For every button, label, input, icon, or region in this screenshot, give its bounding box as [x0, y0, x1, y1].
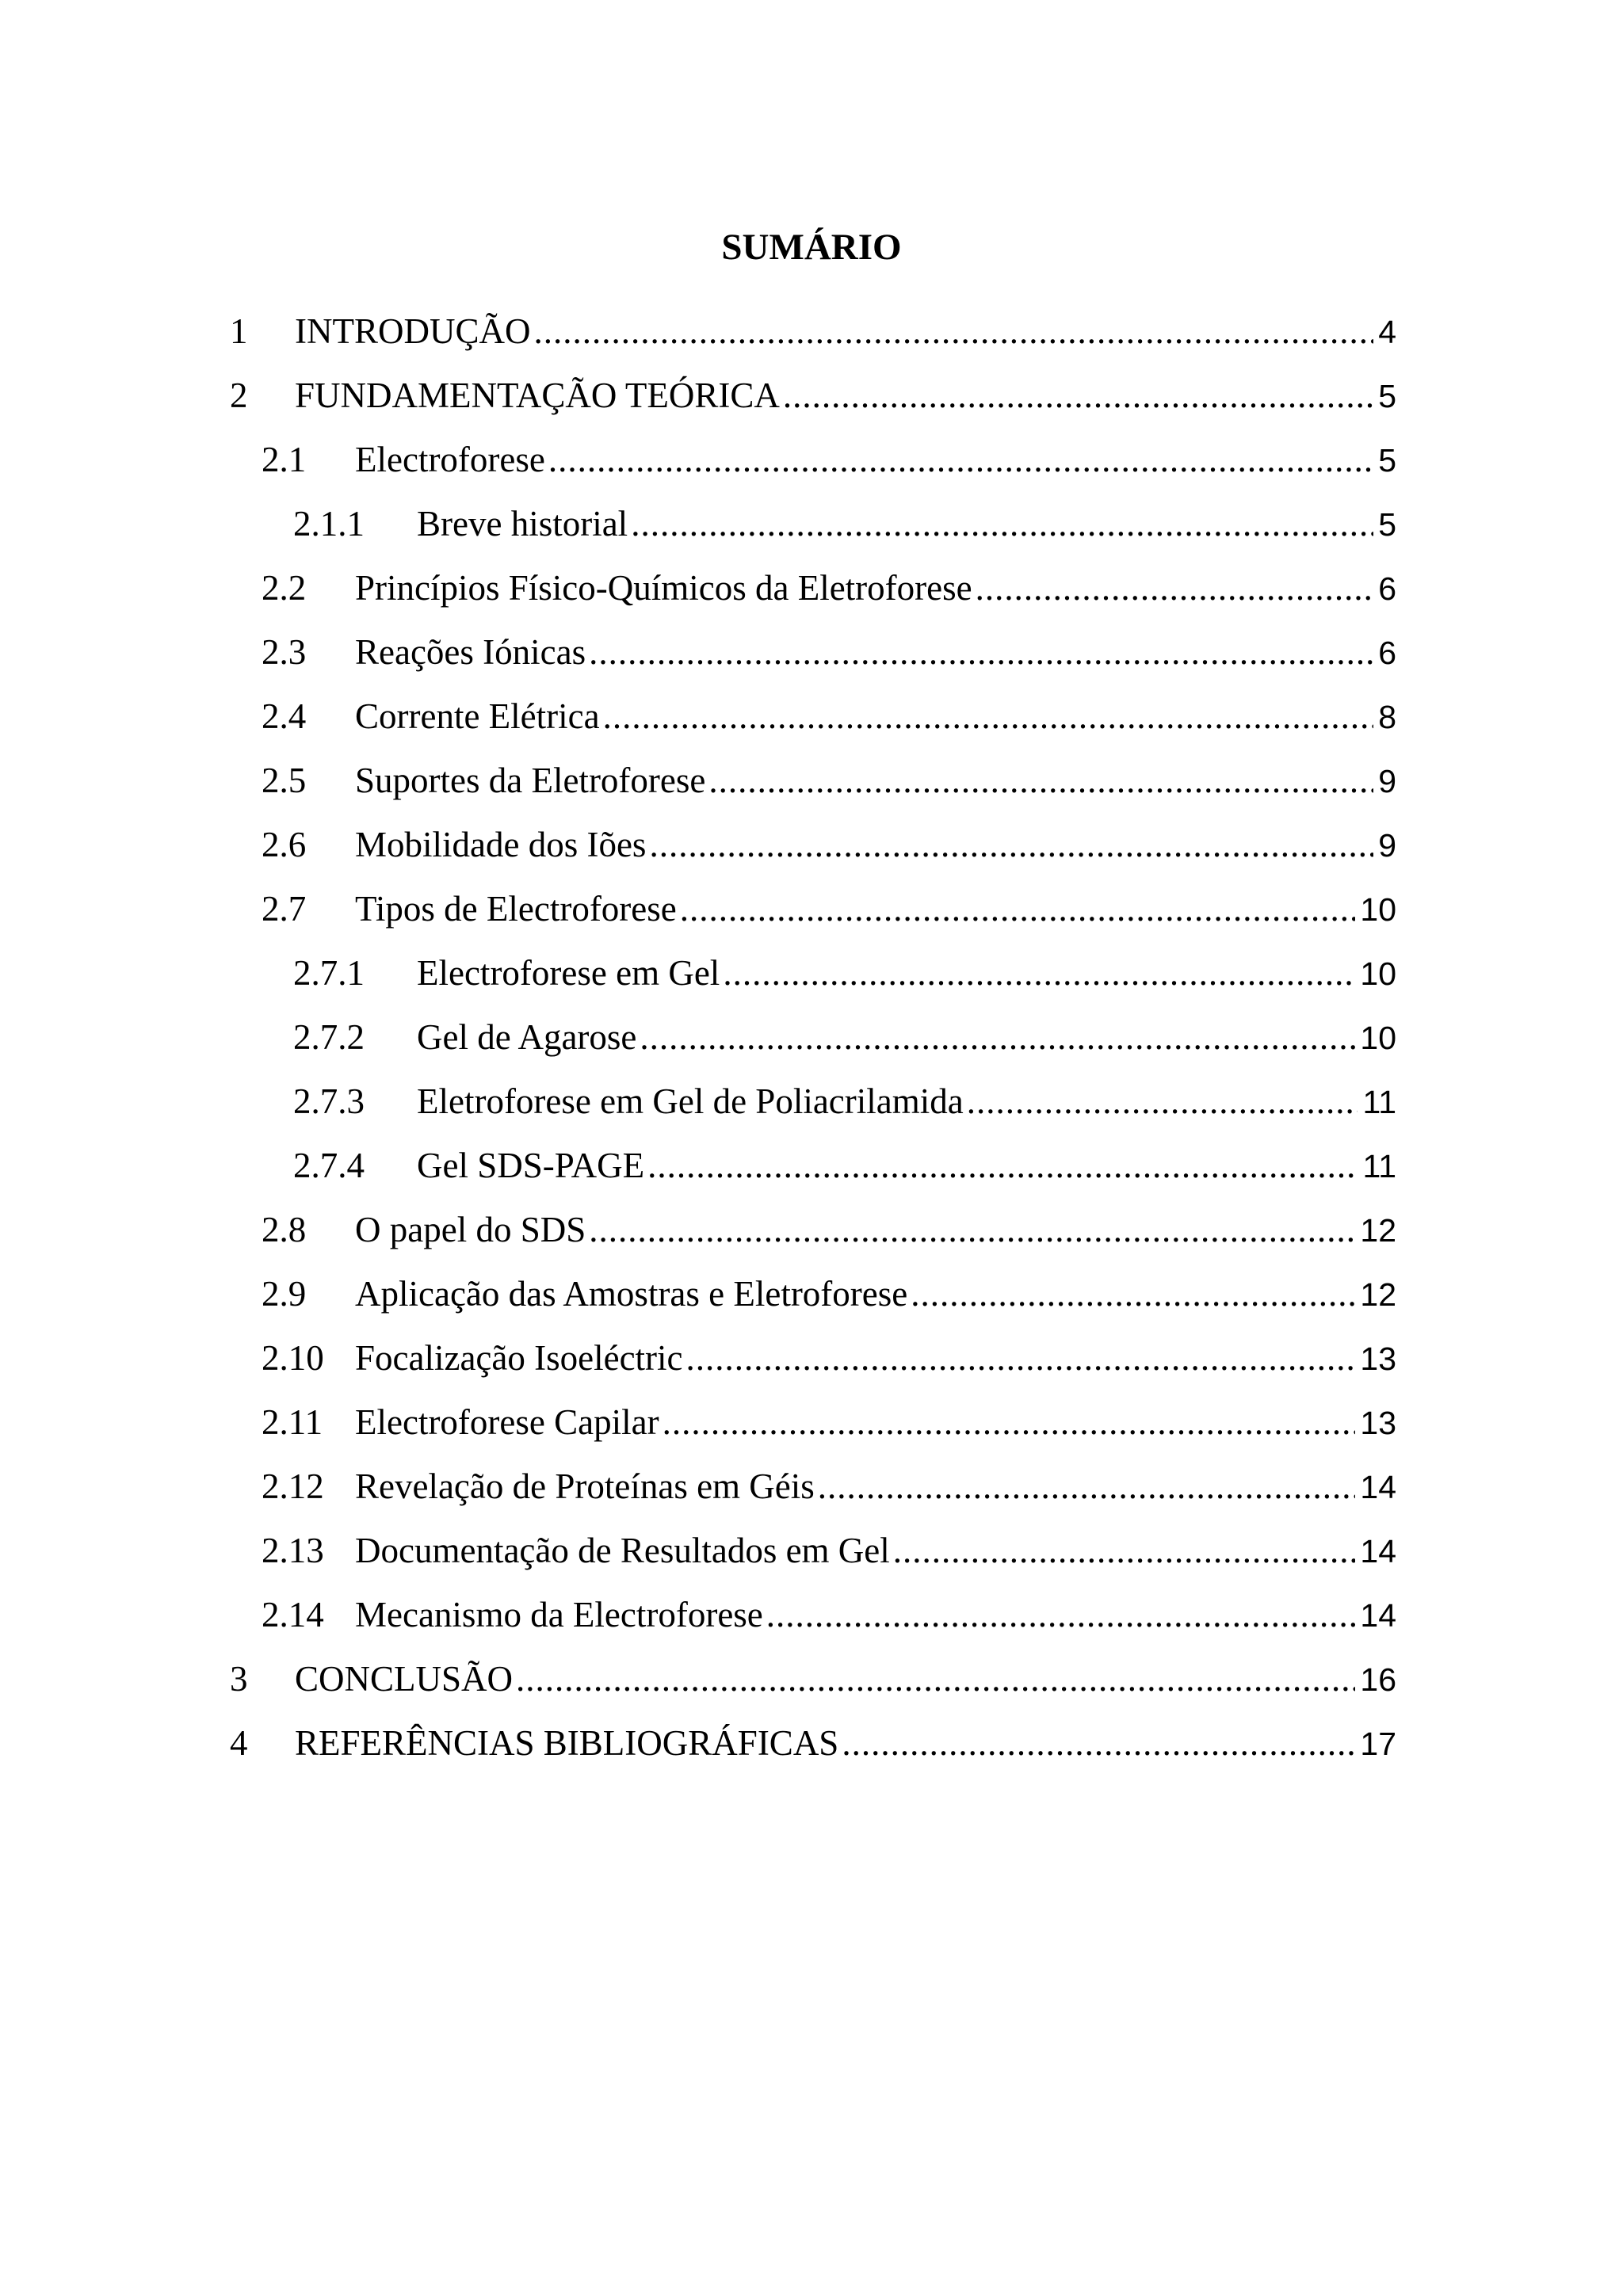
toc-entry-page-number: 16 [1360, 1661, 1396, 1698]
toc-entry-page-number: 10 [1360, 955, 1396, 992]
toc-entry-number: 2.7.4 [293, 1146, 365, 1185]
toc-entry[interactable] [262, 1206, 1396, 1253]
toc-entry-label: Mecanismo da Electroforese [355, 1595, 763, 1634]
toc-entry-page-number: 5 [1378, 378, 1396, 414]
toc-entry-page-number: 5 [1378, 506, 1396, 543]
toc-dot-leader [842, 1719, 1355, 1767]
toc-entry-label: CONCLUSÃO [295, 1659, 514, 1699]
toc-entry[interactable] [293, 1142, 1396, 1189]
toc-entry-label: Electroforese [355, 440, 545, 479]
toc-entry-label: Princípios Físico-Químicos da Eletroforese [355, 568, 972, 608]
toc-entry-number: 2 [230, 376, 248, 415]
toc-entry[interactable] [230, 1719, 1396, 1767]
toc-entry-label: INTRODUÇÃO [295, 311, 531, 351]
toc-entry-number: 2.6 [262, 825, 307, 864]
toc-dot-leader [663, 1398, 1356, 1446]
toc-entry-number: 2.9 [262, 1274, 307, 1314]
toc-dot-leader [783, 372, 1373, 419]
toc-dot-leader [589, 628, 1373, 676]
toc-entry-label: Suportes da Eletroforese [355, 761, 706, 800]
toc-entry-label: Gel SDS-PAGE [417, 1146, 645, 1185]
toc-dot-leader [589, 1206, 1355, 1253]
toc-entry-page-number: 10 [1360, 891, 1396, 928]
toc-entry-number: 2.7 [262, 889, 307, 929]
toc-entry-page-number: 13 [1360, 1341, 1396, 1377]
toc-entry[interactable] [293, 1013, 1396, 1061]
toc-entry-label: Corrente Elétrica [355, 696, 600, 736]
toc-entry[interactable] [262, 757, 1396, 804]
toc-entry[interactable] [262, 1334, 1396, 1382]
toc-entry[interactable] [293, 949, 1396, 997]
toc-entry-number: 2.11 [262, 1402, 323, 1442]
toc-entry[interactable] [262, 564, 1396, 612]
page-title: SUMÁRIO [721, 227, 902, 268]
toc-entry-label: Documentação de Resultados em Gel [355, 1531, 890, 1570]
toc-dot-leader [516, 1655, 1355, 1703]
toc-entry-page-number: 6 [1378, 570, 1396, 607]
toc-entry-label: Focalização Isoeléctric [355, 1338, 683, 1378]
toc-entry-page-number: 6 [1378, 635, 1396, 671]
toc-entry[interactable] [230, 307, 1396, 355]
toc-entry-page-number: 13 [1360, 1405, 1396, 1441]
toc-entry[interactable] [262, 1527, 1396, 1574]
toc-entry-label: Reações Iónicas [355, 632, 586, 672]
toc-entry-page-number: 9 [1378, 763, 1396, 799]
toc-dot-leader [631, 500, 1373, 547]
toc-entry-page-number: 12 [1360, 1276, 1396, 1313]
toc-entry-page-number: 5 [1378, 442, 1396, 479]
toc-dot-leader [766, 1591, 1356, 1638]
toc-dot-leader [548, 436, 1373, 483]
toc-entry-number: 2.4 [262, 696, 307, 736]
toc-entry-label: Electroforese Capilar [355, 1402, 659, 1442]
toc-entry-number: 2.3 [262, 632, 307, 672]
toc-entry-label: FUNDAMENTAÇÃO TEÓRICA [295, 376, 780, 415]
toc-entry-label: REFERÊNCIAS BIBLIOGRÁFICAS [295, 1723, 839, 1763]
toc-entry-number: 2.13 [262, 1531, 324, 1570]
toc-dot-leader [534, 307, 1374, 355]
toc-entry[interactable] [262, 885, 1396, 933]
toc-entry-number: 1 [230, 311, 248, 351]
toc-entry[interactable] [262, 436, 1396, 483]
toc-entry-label: O papel do SDS [355, 1210, 586, 1249]
toc-entry-label: Mobilidade dos Iões [355, 825, 647, 864]
toc-entry-label: Eletroforese em Gel de Poliacrilamida [417, 1081, 964, 1121]
toc-entry-page-number: 11 [1362, 1084, 1396, 1120]
toc-dot-leader [893, 1527, 1356, 1574]
toc-entry[interactable] [230, 372, 1396, 419]
toc-entry-label: Tipos de Electroforese [355, 889, 677, 929]
toc-entry[interactable] [262, 692, 1396, 740]
toc-dot-leader [967, 1077, 1358, 1125]
toc-entry[interactable] [293, 500, 1396, 547]
toc-entry[interactable] [262, 1591, 1396, 1638]
toc-entry-number: 2.10 [262, 1338, 324, 1378]
toc-entry[interactable] [262, 1270, 1396, 1318]
toc-entry-page-number: 14 [1360, 1469, 1396, 1505]
toc-entry-number: 2.7.2 [293, 1017, 365, 1057]
toc-entry-number: 2.14 [262, 1595, 324, 1634]
toc-entry-page-number: 8 [1378, 699, 1396, 735]
toc-entry-page-number: 4 [1378, 314, 1396, 350]
toc-entry-label: Gel de Agarose [417, 1017, 637, 1057]
toc-entry-page-number: 12 [1360, 1212, 1396, 1249]
toc-entry-number: 2.8 [262, 1210, 307, 1249]
toc-dot-leader [603, 692, 1374, 740]
toc-entry-number: 2.7.3 [293, 1081, 365, 1121]
toc-dot-leader [818, 1463, 1356, 1510]
toc-dot-leader [647, 1142, 1358, 1189]
toc-entry-number: 2.12 [262, 1466, 324, 1506]
toc-dot-leader [708, 757, 1373, 804]
toc-entry-page-number: 14 [1360, 1597, 1396, 1634]
toc-entry-page-number: 9 [1378, 827, 1396, 864]
toc-entry-number: 4 [230, 1723, 248, 1763]
toc-dot-leader [640, 1013, 1355, 1061]
toc-entry-number: 2.2 [262, 568, 307, 608]
toc-entry[interactable] [262, 628, 1396, 676]
toc-entry[interactable] [262, 821, 1396, 868]
toc-entry-number: 2.5 [262, 761, 307, 800]
toc-entry-page-number: 11 [1362, 1148, 1396, 1184]
toc-entry-page-number: 10 [1360, 1020, 1396, 1056]
toc-entry-page-number: 14 [1360, 1533, 1396, 1569]
toc-dot-leader [911, 1270, 1355, 1318]
toc-entry-label: Aplicação das Amostras e Eletroforese [355, 1274, 908, 1314]
toc-dot-leader [686, 1334, 1356, 1382]
toc-entry-label: Breve historial [417, 504, 628, 543]
toc-entry-label: Revelação de Proteínas em Géis [355, 1466, 815, 1506]
toc-entry[interactable] [262, 1398, 1396, 1446]
toc-dot-leader [680, 885, 1356, 933]
toc-dot-leader [649, 821, 1373, 868]
toc-entry-number: 2.1.1 [293, 504, 365, 543]
toc-entry-number: 2.1 [262, 440, 307, 479]
toc-entry[interactable] [293, 1077, 1396, 1125]
toc-entry-page-number: 17 [1360, 1726, 1396, 1762]
toc-entry[interactable] [262, 1463, 1396, 1510]
toc-entry-label: Electroforese em Gel [417, 953, 720, 993]
toc-entry-number: 2.7.1 [293, 953, 365, 993]
toc-entry-number: 3 [230, 1659, 248, 1699]
toc-entry[interactable] [230, 1655, 1396, 1703]
toc-dot-leader [723, 949, 1355, 997]
toc-dot-leader [976, 564, 1374, 612]
